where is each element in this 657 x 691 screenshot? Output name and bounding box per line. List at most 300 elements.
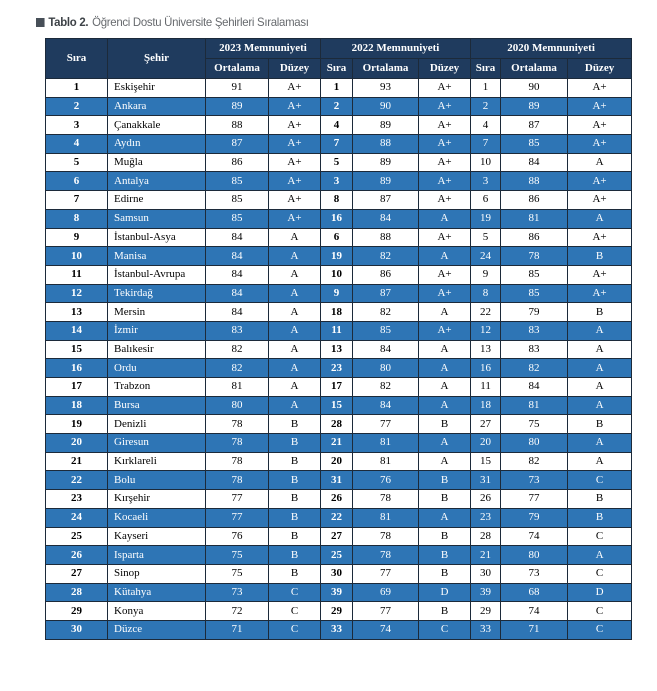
city-cell: Edirne (108, 191, 206, 210)
rank-cell: 14 (46, 321, 108, 340)
city-cell: Sinop (108, 564, 206, 583)
level-2020-cell: B (568, 508, 632, 527)
table-row (46, 396, 632, 415)
city-cell: İzmir (108, 321, 206, 340)
rank-cell: 5 (46, 153, 108, 172)
rank-cell: 18 (46, 396, 108, 415)
level-2020-cell: A (568, 209, 632, 228)
avg-2023-cell: 78 (206, 471, 269, 490)
col-header-rank: Sıra (46, 39, 108, 79)
level-2022-cell: A (419, 209, 471, 228)
city-cell: Bolu (108, 471, 206, 490)
rank-cell: 22 (46, 471, 108, 490)
avg-2020-cell: 77 (501, 490, 568, 509)
rank-2020-cell: 19 (471, 209, 501, 228)
rank-cell: 9 (46, 228, 108, 247)
avg-2022-cell: 82 (353, 247, 419, 266)
avg-2023-cell: 82 (206, 340, 269, 359)
table-header (46, 39, 632, 79)
city-cell: Kırklareli (108, 452, 206, 471)
level-2022-cell: A+ (419, 228, 471, 247)
avg-2022-cell: 77 (353, 415, 419, 434)
level-2022-cell: A (419, 508, 471, 527)
rank-2022-cell: 28 (321, 415, 353, 434)
rank-2022-cell: 8 (321, 191, 353, 210)
level-2022-cell: B (419, 546, 471, 565)
level-2022-cell: B (419, 490, 471, 509)
rank-2022-cell: 21 (321, 434, 353, 453)
city-cell: Düzce (108, 620, 206, 639)
avg-2022-cell: 78 (353, 527, 419, 546)
level-2022-cell: A+ (419, 97, 471, 116)
rank-cell: 7 (46, 191, 108, 210)
avg-2020-cell: 73 (501, 471, 568, 490)
rank-cell: 16 (46, 359, 108, 378)
rank-2020-cell: 23 (471, 508, 501, 527)
level-2022-cell: B (419, 602, 471, 621)
rank-2022-cell: 31 (321, 471, 353, 490)
avg-2020-cell: 89 (501, 97, 568, 116)
rank-2020-cell: 5 (471, 228, 501, 247)
city-cell: İstanbul-Asya (108, 228, 206, 247)
col-header-2022-group: 2022 Memnuniyeti (321, 39, 471, 59)
avg-2020-cell: 71 (501, 620, 568, 639)
table-row (46, 321, 632, 340)
table-row (46, 209, 632, 228)
avg-2023-cell: 72 (206, 602, 269, 621)
avg-2020-cell: 79 (501, 303, 568, 322)
avg-2020-cell: 86 (501, 228, 568, 247)
rank-cell: 6 (46, 172, 108, 191)
avg-2023-cell: 84 (206, 284, 269, 303)
level-2022-cell: A (419, 396, 471, 415)
table-row (46, 602, 632, 621)
rank-2022-cell: 9 (321, 284, 353, 303)
table-row (46, 191, 632, 210)
table-row (46, 135, 632, 154)
col-header-2020-rank: Sıra (471, 59, 501, 79)
avg-2022-cell: 87 (353, 284, 419, 303)
rank-2020-cell: 11 (471, 378, 501, 397)
level-2020-cell: D (568, 583, 632, 602)
rank-2020-cell: 12 (471, 321, 501, 340)
level-2023-cell: B (269, 527, 321, 546)
level-2023-cell: A+ (269, 116, 321, 135)
avg-2022-cell: 80 (353, 359, 419, 378)
rank-2022-cell: 10 (321, 265, 353, 284)
rank-2020-cell: 9 (471, 265, 501, 284)
level-2020-cell: A+ (568, 135, 632, 154)
rank-2020-cell: 26 (471, 490, 501, 509)
avg-2023-cell: 73 (206, 583, 269, 602)
table-row (46, 378, 632, 397)
table-row (46, 359, 632, 378)
level-2023-cell: A+ (269, 79, 321, 98)
avg-2022-cell: 88 (353, 135, 419, 154)
level-2023-cell: A (269, 396, 321, 415)
avg-2020-cell: 82 (501, 452, 568, 471)
level-2020-cell: A+ (568, 79, 632, 98)
rank-2020-cell: 16 (471, 359, 501, 378)
level-2023-cell: A (269, 359, 321, 378)
rank-2022-cell: 27 (321, 527, 353, 546)
level-2022-cell: A (419, 434, 471, 453)
rank-cell: 3 (46, 116, 108, 135)
rank-cell: 20 (46, 434, 108, 453)
level-2020-cell: A (568, 321, 632, 340)
city-cell: Kırşehir (108, 490, 206, 509)
table-row (46, 583, 632, 602)
rank-2020-cell: 7 (471, 135, 501, 154)
avg-2022-cell: 86 (353, 265, 419, 284)
level-2020-cell: A (568, 396, 632, 415)
avg-2023-cell: 78 (206, 452, 269, 471)
table-row (46, 508, 632, 527)
avg-2022-cell: 81 (353, 452, 419, 471)
city-cell: Mersin (108, 303, 206, 322)
rank-2022-cell: 22 (321, 508, 353, 527)
table-row (46, 303, 632, 322)
level-2020-cell: B (568, 247, 632, 266)
level-2022-cell: B (419, 471, 471, 490)
avg-2020-cell: 85 (501, 284, 568, 303)
avg-2020-cell: 82 (501, 359, 568, 378)
col-header-2023-level: Düzey (269, 59, 321, 79)
city-cell: Kayseri (108, 527, 206, 546)
level-2020-cell: B (568, 490, 632, 509)
rank-2022-cell: 29 (321, 602, 353, 621)
table-row (46, 620, 632, 639)
col-header-2020-group: 2020 Memnuniyeti (471, 39, 632, 59)
city-cell: Giresun (108, 434, 206, 453)
avg-2020-cell: 79 (501, 508, 568, 527)
avg-2020-cell: 74 (501, 602, 568, 621)
table-row (46, 97, 632, 116)
table-row (46, 434, 632, 453)
rank-2020-cell: 10 (471, 153, 501, 172)
level-2022-cell: A (419, 359, 471, 378)
table-body (46, 79, 632, 640)
city-cell: Manisa (108, 247, 206, 266)
avg-2022-cell: 84 (353, 340, 419, 359)
avg-2023-cell: 85 (206, 191, 269, 210)
rank-2020-cell: 22 (471, 303, 501, 322)
level-2022-cell: A (419, 378, 471, 397)
level-2023-cell: B (269, 471, 321, 490)
level-2023-cell: B (269, 490, 321, 509)
city-cell: Kütahya (108, 583, 206, 602)
table-row (46, 79, 632, 98)
avg-2020-cell: 80 (501, 546, 568, 565)
avg-2023-cell: 77 (206, 490, 269, 509)
rank-2022-cell: 33 (321, 620, 353, 639)
avg-2020-cell: 88 (501, 172, 568, 191)
rank-2020-cell: 18 (471, 396, 501, 415)
avg-2022-cell: 93 (353, 79, 419, 98)
avg-2023-cell: 75 (206, 546, 269, 565)
level-2020-cell: A+ (568, 97, 632, 116)
avg-2022-cell: 69 (353, 583, 419, 602)
rank-2020-cell: 15 (471, 452, 501, 471)
rank-2022-cell: 6 (321, 228, 353, 247)
avg-2023-cell: 77 (206, 508, 269, 527)
col-header-2022-level: Düzey (419, 59, 471, 79)
table-row (46, 247, 632, 266)
level-2020-cell: A+ (568, 116, 632, 135)
city-cell: Antalya (108, 172, 206, 191)
level-2020-cell: A (568, 153, 632, 172)
rank-2020-cell: 39 (471, 583, 501, 602)
rank-2022-cell: 17 (321, 378, 353, 397)
avg-2022-cell: 84 (353, 396, 419, 415)
level-2020-cell: C (568, 620, 632, 639)
table-row (46, 284, 632, 303)
avg-2022-cell: 89 (353, 172, 419, 191)
rank-cell: 15 (46, 340, 108, 359)
level-2020-cell: C (568, 602, 632, 621)
avg-2022-cell: 81 (353, 434, 419, 453)
level-2023-cell: B (269, 546, 321, 565)
level-2023-cell: A+ (269, 172, 321, 191)
level-2023-cell: A+ (269, 135, 321, 154)
avg-2022-cell: 81 (353, 508, 419, 527)
level-2023-cell: B (269, 452, 321, 471)
level-2023-cell: A+ (269, 209, 321, 228)
rank-cell: 30 (46, 620, 108, 639)
city-cell: Bursa (108, 396, 206, 415)
level-2022-cell: A+ (419, 79, 471, 98)
level-2022-cell: B (419, 564, 471, 583)
avg-2022-cell: 87 (353, 191, 419, 210)
table-row (46, 228, 632, 247)
avg-2023-cell: 88 (206, 116, 269, 135)
level-2020-cell: A (568, 378, 632, 397)
avg-2023-cell: 84 (206, 247, 269, 266)
rank-2020-cell: 13 (471, 340, 501, 359)
col-header-2022-rank: Sıra (321, 59, 353, 79)
level-2022-cell: A+ (419, 191, 471, 210)
table-row (46, 452, 632, 471)
caption-prefix: Tablo 2. (48, 15, 89, 29)
avg-2022-cell: 78 (353, 490, 419, 509)
level-2022-cell: A (419, 247, 471, 266)
caption-square-icon (36, 18, 45, 27)
avg-2022-cell: 84 (353, 209, 419, 228)
rank-2022-cell: 1 (321, 79, 353, 98)
city-cell: Çanakkale (108, 116, 206, 135)
level-2023-cell: A+ (269, 97, 321, 116)
rank-2020-cell: 2 (471, 97, 501, 116)
level-2022-cell: A+ (419, 265, 471, 284)
level-2023-cell: A+ (269, 153, 321, 172)
table-row (46, 172, 632, 191)
avg-2023-cell: 91 (206, 79, 269, 98)
avg-2023-cell: 71 (206, 620, 269, 639)
level-2022-cell: A+ (419, 284, 471, 303)
rank-cell: 2 (46, 97, 108, 116)
level-2022-cell: B (419, 415, 471, 434)
level-2023-cell: A (269, 303, 321, 322)
avg-2023-cell: 76 (206, 527, 269, 546)
rank-2022-cell: 7 (321, 135, 353, 154)
rank-2022-cell: 20 (321, 452, 353, 471)
avg-2020-cell: 87 (501, 116, 568, 135)
avg-2020-cell: 84 (501, 378, 568, 397)
avg-2023-cell: 80 (206, 396, 269, 415)
level-2023-cell: A (269, 247, 321, 266)
rank-2022-cell: 5 (321, 153, 353, 172)
level-2023-cell: C (269, 583, 321, 602)
level-2020-cell: C (568, 564, 632, 583)
rank-2022-cell: 19 (321, 247, 353, 266)
ranking-table (45, 38, 632, 640)
level-2020-cell: A+ (568, 228, 632, 247)
level-2022-cell: C (419, 620, 471, 639)
avg-2022-cell: 78 (353, 546, 419, 565)
avg-2020-cell: 85 (501, 135, 568, 154)
avg-2022-cell: 88 (353, 228, 419, 247)
rank-2020-cell: 3 (471, 172, 501, 191)
table-row (46, 415, 632, 434)
level-2022-cell: A (419, 303, 471, 322)
rank-cell: 29 (46, 602, 108, 621)
level-2022-cell: B (419, 527, 471, 546)
city-cell: Kocaeli (108, 508, 206, 527)
level-2022-cell: A (419, 452, 471, 471)
avg-2022-cell: 82 (353, 303, 419, 322)
rank-cell: 19 (46, 415, 108, 434)
rank-2022-cell: 13 (321, 340, 353, 359)
rank-2020-cell: 20 (471, 434, 501, 453)
level-2022-cell: A+ (419, 153, 471, 172)
table-row (46, 546, 632, 565)
rank-2022-cell: 25 (321, 546, 353, 565)
rank-2022-cell: 23 (321, 359, 353, 378)
col-header-city: Şehir (108, 39, 206, 79)
rank-2022-cell: 30 (321, 564, 353, 583)
rank-2020-cell: 21 (471, 546, 501, 565)
table-row (46, 340, 632, 359)
rank-2022-cell: 15 (321, 396, 353, 415)
city-cell: Eskişehir (108, 79, 206, 98)
table-row (46, 490, 632, 509)
level-2020-cell: A (568, 434, 632, 453)
rank-2020-cell: 31 (471, 471, 501, 490)
rank-cell: 26 (46, 546, 108, 565)
level-2022-cell: A+ (419, 172, 471, 191)
avg-2023-cell: 86 (206, 153, 269, 172)
avg-2020-cell: 84 (501, 153, 568, 172)
avg-2023-cell: 78 (206, 434, 269, 453)
avg-2020-cell: 83 (501, 340, 568, 359)
level-2022-cell: A+ (419, 116, 471, 135)
table-row (46, 153, 632, 172)
city-cell: Ordu (108, 359, 206, 378)
avg-2023-cell: 85 (206, 209, 269, 228)
city-cell: Balıkesir (108, 340, 206, 359)
level-2020-cell: A+ (568, 265, 632, 284)
rank-cell: 24 (46, 508, 108, 527)
table-row (46, 527, 632, 546)
level-2023-cell: A (269, 340, 321, 359)
rank-2020-cell: 29 (471, 602, 501, 621)
rank-cell: 17 (46, 378, 108, 397)
rank-2022-cell: 3 (321, 172, 353, 191)
city-cell: Ankara (108, 97, 206, 116)
caption-text: Öğrenci Dostu Üniversite Şehirleri Sıralaması (92, 15, 309, 29)
level-2023-cell: A+ (269, 191, 321, 210)
avg-2020-cell: 74 (501, 527, 568, 546)
rank-2020-cell: 27 (471, 415, 501, 434)
level-2020-cell: A+ (568, 284, 632, 303)
rank-2020-cell: 6 (471, 191, 501, 210)
level-2023-cell: A (269, 321, 321, 340)
level-2023-cell: B (269, 564, 321, 583)
level-2020-cell: C (568, 471, 632, 490)
city-cell: Denizli (108, 415, 206, 434)
rank-cell: 11 (46, 265, 108, 284)
level-2022-cell: A+ (419, 135, 471, 154)
level-2020-cell: A (568, 546, 632, 565)
avg-2023-cell: 84 (206, 303, 269, 322)
avg-2023-cell: 75 (206, 564, 269, 583)
rank-2022-cell: 2 (321, 97, 353, 116)
level-2023-cell: A (269, 378, 321, 397)
level-2020-cell: A (568, 359, 632, 378)
table-row (46, 265, 632, 284)
avg-2020-cell: 81 (501, 209, 568, 228)
level-2023-cell: B (269, 434, 321, 453)
rank-cell: 8 (46, 209, 108, 228)
level-2022-cell: D (419, 583, 471, 602)
avg-2022-cell: 77 (353, 564, 419, 583)
level-2023-cell: A (269, 284, 321, 303)
rank-2022-cell: 11 (321, 321, 353, 340)
avg-2020-cell: 81 (501, 396, 568, 415)
rank-2022-cell: 39 (321, 583, 353, 602)
city-cell: Konya (108, 602, 206, 621)
rank-cell: 12 (46, 284, 108, 303)
rank-2022-cell: 16 (321, 209, 353, 228)
avg-2023-cell: 85 (206, 172, 269, 191)
avg-2023-cell: 84 (206, 228, 269, 247)
rank-cell: 21 (46, 452, 108, 471)
avg-2022-cell: 77 (353, 602, 419, 621)
rank-cell: 28 (46, 583, 108, 602)
rank-2022-cell: 26 (321, 490, 353, 509)
level-2020-cell: C (568, 527, 632, 546)
table-row (46, 564, 632, 583)
city-cell: Aydın (108, 135, 206, 154)
level-2020-cell: A+ (568, 191, 632, 210)
table-row (46, 471, 632, 490)
avg-2022-cell: 90 (353, 97, 419, 116)
col-header-2023-avg: Ortalama (206, 59, 269, 79)
rank-cell: 1 (46, 79, 108, 98)
rank-cell: 25 (46, 527, 108, 546)
city-cell: Tekirdağ (108, 284, 206, 303)
avg-2022-cell: 85 (353, 321, 419, 340)
level-2023-cell: B (269, 508, 321, 527)
level-2023-cell: C (269, 620, 321, 639)
avg-2020-cell: 83 (501, 321, 568, 340)
table-caption (36, 15, 309, 29)
level-2020-cell: A+ (568, 172, 632, 191)
avg-2023-cell: 89 (206, 97, 269, 116)
level-2022-cell: A (419, 340, 471, 359)
level-2023-cell: C (269, 602, 321, 621)
rank-2022-cell: 18 (321, 303, 353, 322)
